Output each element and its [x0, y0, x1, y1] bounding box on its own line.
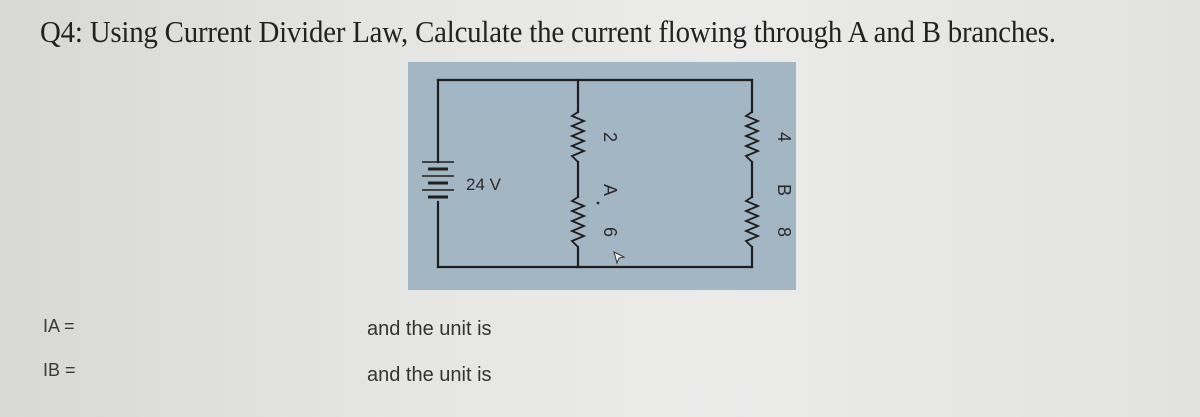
circuit-diagram: [408, 62, 796, 290]
ib-unit-prompt: and the unit is: [367, 364, 492, 386]
source-voltage-label: 24 V: [466, 175, 501, 194]
resistor-b-top-value: 4: [774, 132, 794, 143]
ia-label: IA =: [43, 316, 75, 336]
resistor-2-icon: [572, 112, 584, 162]
resistor-b-bottom-value: 8: [774, 227, 794, 238]
resistor-4-icon: [746, 112, 758, 162]
resistor-a-top-value: 2: [600, 132, 620, 143]
ib-label: IB =: [43, 360, 76, 380]
resistor-8-icon: [746, 197, 758, 247]
branch-a-dot: [597, 202, 600, 205]
branch-a-label: A: [600, 184, 620, 197]
resistor-6-icon: [572, 197, 584, 247]
branch-b-label: B: [774, 184, 794, 197]
circuit-schematic: [408, 62, 796, 290]
question-title: Q4: Using Current Divider Law, Calculate the current flowing through A and B branches.: [40, 14, 1056, 49]
battery-icon: [422, 162, 454, 197]
resistor-a-bottom-value: 6: [600, 227, 620, 238]
ia-unit-prompt: and the unit is: [367, 318, 492, 340]
mouse-cursor-icon: [612, 251, 626, 270]
